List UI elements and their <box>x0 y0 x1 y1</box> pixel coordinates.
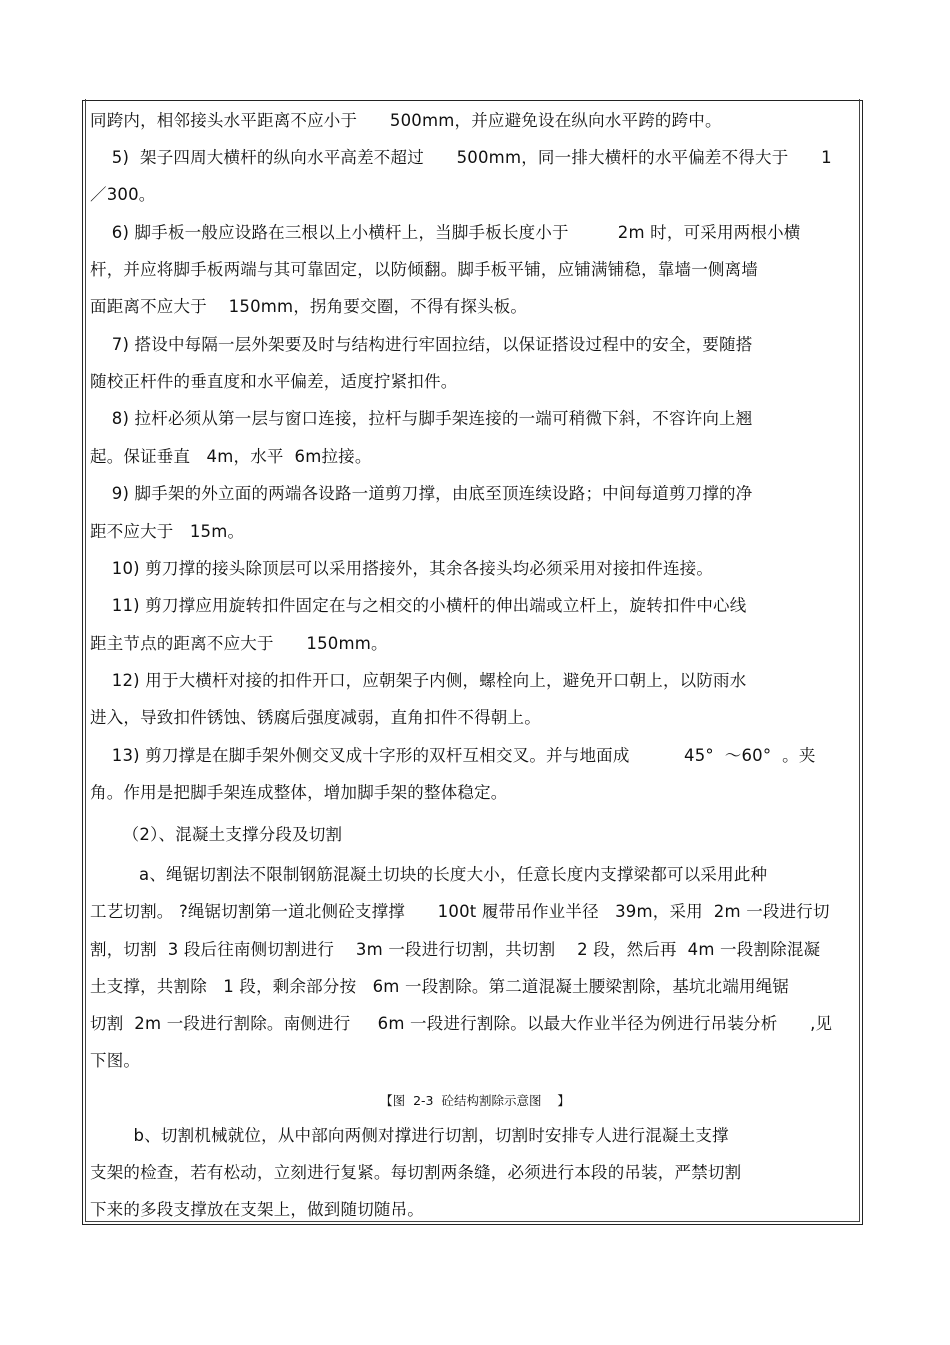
text-line: 12) 用于大横杆对接的扣件开口，应朝架子内侧，螺栓向上，避免开口朝上，以防雨水 <box>90 671 747 690</box>
text-line: 支架的检查，若有松动，立刻进行复紧。每切割两条缝，必须进行本段的吊装，严禁切割 <box>90 1163 742 1182</box>
text-line: b、切割机械就位，从中部向两侧对撑进行切割，切割时安排专人进行混凝土支撑 <box>90 1126 729 1145</box>
text-line: ／300。 <box>90 185 156 204</box>
text-line: 6) 脚手板一般应设路在三根以上小横杆上，当脚手板长度小于 2m 时，可采用两根小横 <box>90 223 801 242</box>
text-line: 同跨内，相邻接头水平距离不应小于 500mm，并应避免设在纵向水平跨的跨中。 <box>90 111 722 130</box>
text-line: 9) 脚手架的外立面的两端各设路一道剪刀撑，由底至顶连续设路；中间每道剪刀撑的净 <box>90 484 753 503</box>
text-line: 工艺切割。 ?绳锯切割第一道北侧砼支撑撑 100t 履带吊作业半径 39m，采用 2m 一段进行切 <box>90 902 830 921</box>
text-line: 13) 剪刀撑是在脚手架外侧交叉成十字形的双杆互相交叉。并与地面成 45° ～60° 。夹 <box>90 746 816 765</box>
text-line: 11) 剪刀撑应用旋转扣件固定在与之相交的小横杆的伸出端或立杆上，旋转扣件中心线 <box>90 596 747 615</box>
text-line: 起。保证垂直 4m，水平 6m拉接。 <box>90 447 372 466</box>
text-line: 切割 2m 一段进行割除。南侧进行 6m 一段进行割除。以最大作业半径为例进行吊装分析 ,见 <box>90 1014 833 1033</box>
text-line: 土支撑，共割除 1 段，剩余部分按 6m 一段割除。第二道混凝土腰梁割除，基坑北端用绳锯 <box>90 977 790 996</box>
text-line: 进入，导致扣件锈蚀、锈腐后强度减弱，直角扣件不得朝上。 <box>90 708 541 727</box>
text-line: 杆，并应将脚手板两端与其可靠固定，以防倾翻。脚手板平铺，应铺满铺稳，靠墙一侧离墙 <box>90 260 758 279</box>
text-line: a、绳锯切割法不限制钢筋混凝土切块的长度大小，任意长度内支撑梁都可以采用此种 <box>90 865 768 884</box>
section-heading: （2）、混凝土支撑分段及切割 <box>90 825 343 844</box>
text-line: 距主节点的距离不应大于 150mm。 <box>90 634 388 653</box>
figure-caption: 【图 2-3 砼结构割除示意图 】 <box>380 1093 570 1108</box>
text-line: 5) 架子四周大横杆的纵向水平高差不超过 500mm，同一排大横杆的水平偏差不得大于 1 <box>90 148 832 167</box>
text-line: 角。作用是把脚手架连成整体，增加脚手架的整体稳定。 <box>90 783 508 802</box>
text-line: 距不应大于 15m。 <box>90 522 245 541</box>
text-line: 7) 搭设中每隔一层外架要及时与结构进行牢固拉结，以保证搭设过程中的安全，要随搭 <box>90 335 753 354</box>
text-line: 8) 拉杆必须从第一层与窗口连接，拉杆与脚手架连接的一端可稍微下斜，不容许向上翘 <box>90 409 753 428</box>
text-line: 10) 剪刀撑的接头除顶层可以采用搭接外，其余各接头均必须采用对接扣件连接。 <box>90 559 714 578</box>
text-line: 下来的多段支撑放在支架上，做到随切随吊。 <box>90 1200 424 1219</box>
text-line: 面距离不应大于 150mm，拐角要交圈，不得有探头板。 <box>90 297 528 316</box>
text-line: 下图。 <box>90 1051 141 1070</box>
text-line: 割，切割 3 段后往南侧切割进行 3m 一段进行切割，共切割 2 段，然后再 4m 一段割除混凝 <box>90 940 821 959</box>
text-line: 随校正杆件的垂直度和水平偏差，适度拧紧扣件。 <box>90 372 458 391</box>
